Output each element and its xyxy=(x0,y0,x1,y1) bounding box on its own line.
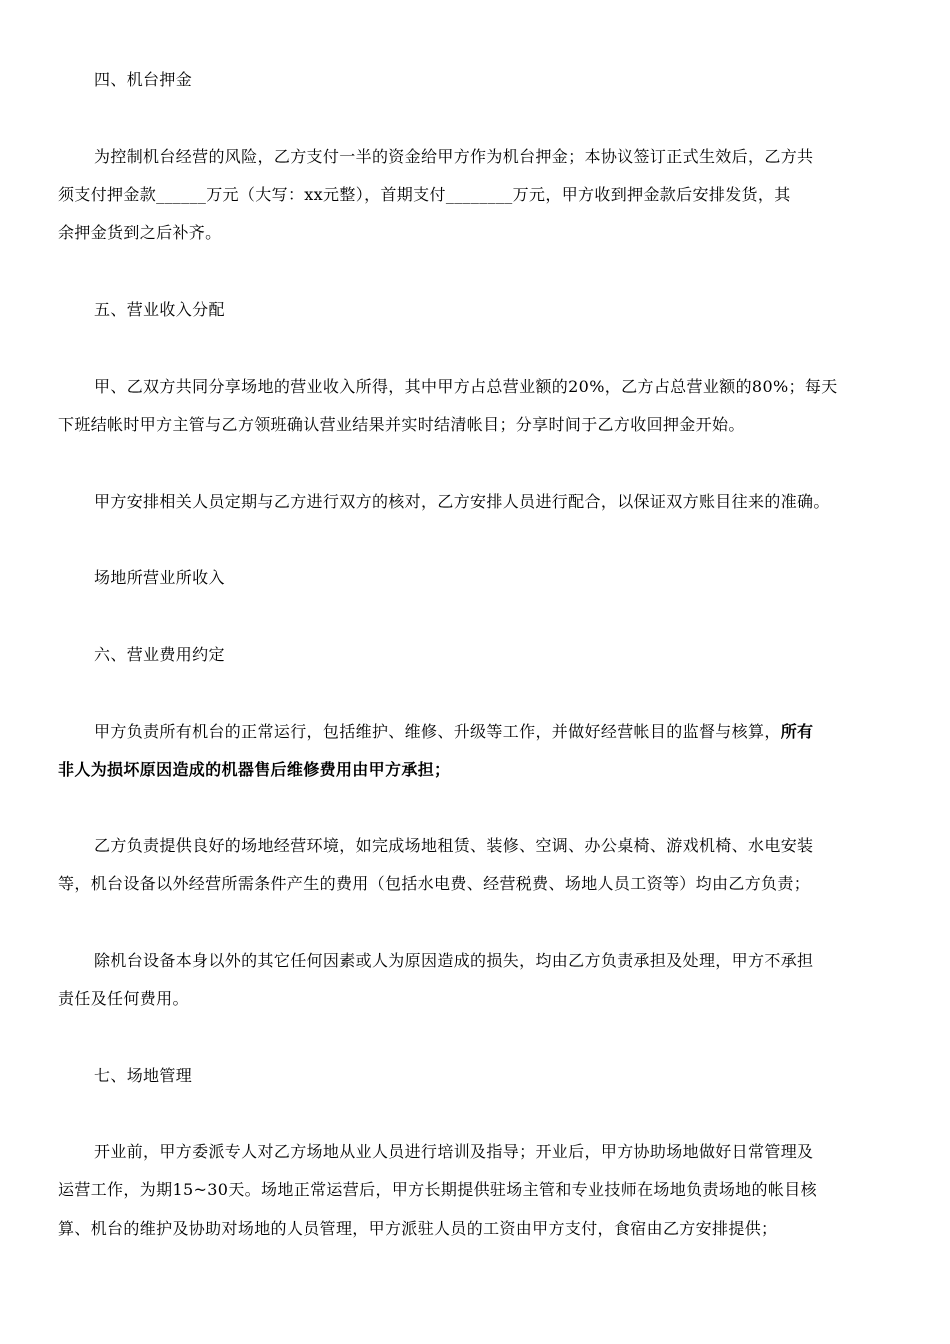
paragraph-line: 余押金货到之后补齐。 xyxy=(58,223,222,242)
paragraph-line: 乙方负责提供良好的场地经营环境，如完成场地租赁、装修、空调、办公桌椅、游戏机椅、水电安装 xyxy=(94,836,814,855)
section-heading-5: 五、营业收入分配 xyxy=(94,300,225,319)
section-heading-6: 六、营业费用约定 xyxy=(94,645,225,664)
paragraph-line: 除机台设备本身以外的其它任何因素或人为原因造成的损失，均由乙方负责承担及处理，甲方不承担 xyxy=(94,951,814,970)
paragraph-line xyxy=(94,722,813,742)
paragraph-line: 算、机台的维护及协助对场地的人员管理，甲方派驻人员的工资由甲方支付，食宿由乙方安排提供； xyxy=(58,1219,778,1238)
paragraph-line: 甲、乙双方共同分享场地的营业收入所得，其中甲方占总营业额的20%，乙方占总营业额的80%；每天 xyxy=(94,377,838,396)
paragraph-line: 为控制机台经营的风险，乙方支付一半的资金给甲方作为机台押金；本协议签订正式生效后，乙方共 xyxy=(94,147,814,166)
paragraph-line: 甲方安排相关人员定期与乙方进行双方的核对，乙方安排人员进行配合，以保证双方账目往来的准确。 xyxy=(94,492,830,511)
paragraph-text: 甲方负责所有机台的正常运行，包括维护、维修、升级等工作，并做好经营帐目的监督与核算， xyxy=(94,722,781,741)
paragraph-line: 运营工作，为期15~30天。场地正常运营后，甲方长期提供驻场主管和专业技师在场地负责场地的帐目核 xyxy=(58,1180,817,1199)
paragraph-line: 责任及任何费用。 xyxy=(58,989,189,1008)
paragraph-line: 等，机台设备以外经营所需条件产生的费用（包括水电费、经营税费、场地人员工资等）均由乙方负责； xyxy=(58,874,811,893)
section-heading-7: 七、场地管理 xyxy=(94,1066,193,1085)
paragraph-line: 下班结帐时甲方主管与乙方领班确认营业结果并实时结清帐目；分享时间于乙方收回押金开始。 xyxy=(58,415,745,434)
paragraph-line: 场地所营业所收入 xyxy=(94,568,225,587)
paragraph-line: 开业前，甲方委派专人对乙方场地从业人员进行培训及指导；开业后，甲方协助场地做好日常管理及 xyxy=(94,1142,814,1161)
section-heading-4: 四、机台押金 xyxy=(94,70,193,89)
paragraph-line: 须支付押金款______万元（大写：xx元整），首期支付________万元，甲方收到押金款后安排发货，其 xyxy=(58,185,791,204)
paragraph-bold-line: 非人为损坏原因造成的机器售后维修费用由甲方承担； xyxy=(58,760,451,779)
paragraph-bold-text: 所有 xyxy=(780,722,814,741)
